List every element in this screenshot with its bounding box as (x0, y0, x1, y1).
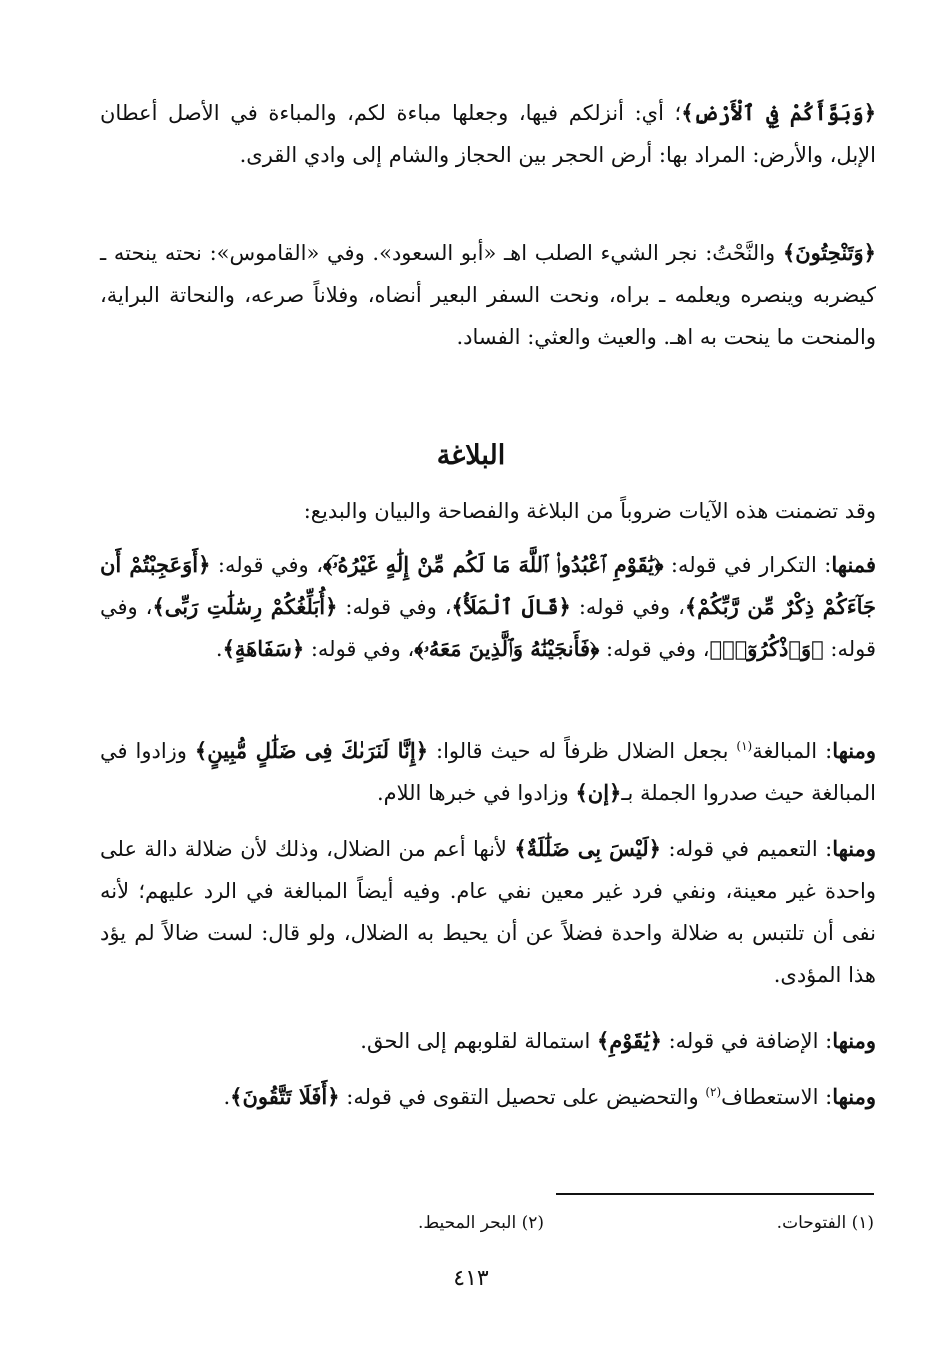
paragraph-text: : الإضافة في قوله: (661, 1029, 833, 1053)
paragraph-generalization (100, 828, 876, 996)
quran-citation: ﴿وَبَوَّأَكُمْ فِي ٱلْأَرْضِ﴾ (681, 100, 876, 125)
footnotes (300, 1208, 874, 1238)
paragraph-text: وقد تضمنت هذه الآيات ضروباً من البلاغة والفصاحة والبيان والبديع: (303, 499, 876, 523)
paragraph-text: لأنها أعم من الضلال، وذلك لأن ضلالة دالة على واحدة غير معينة، ونفي فرد غير معين نفي عام. وفيه أيضاً المبالغة في الرد عليهم؛ لأنه نفى أن تلتبس به ضلالة واحدة فضلاً عن أن يحيط به الضلال، ولو قال: لست ضالاً لم يؤد هذا المؤدى. (100, 837, 876, 987)
paragraph-lead-word: ومنها (832, 1028, 876, 1053)
quran-citation: ﴿فَأَنجَيْنَٰهُ وَٱلَّذِينَ مَعَهُۥ﴾ (414, 636, 600, 661)
paragraph-text: ، وفي قوله: (337, 595, 452, 619)
quran-citation: ﴿سَفَاهَةٍ﴾ (222, 636, 305, 661)
paragraph-vocab-bawwaakum (100, 92, 876, 176)
paragraph-text: ، وفي قوله: (100, 595, 876, 661)
paragraph-vocab-tanhitun (100, 232, 876, 358)
paragraph-text: ، وفي قوله: (210, 553, 323, 577)
paragraph-lead-word: ومنها (832, 738, 876, 763)
paragraph-text: والنَّحْتُ: نجر الشيء الصلب اهـ «أبو السعود». وفي «القاموس»: نحته ينحته ـ كيضربه وينصره ويعلمه ـ براه، ونحت السفر البعير أنضاه، وفلاناً صرعه، والنحاتة البراية، والمنحت ما ينحت به اهـ. والعيث والعثي: الفساد. (100, 241, 876, 349)
footnote-marker[interactable]: (١) (736, 739, 753, 753)
quran-citation: ﴿إن﴾ (575, 780, 622, 805)
quran-citation: ﴿أَفَلَا تَتَّقُونَ﴾ (230, 1084, 340, 1109)
paragraph-text: بجعل الضلال ظرفاً له حيث قالوا: (428, 739, 737, 763)
paragraph-lead-word: ومنها (832, 836, 876, 861)
footnote-1: (١) الفتوحات. (776, 1213, 874, 1233)
paragraph-text: . (215, 637, 223, 661)
paragraph-text: ، وفي قوله: (570, 595, 685, 619)
quran-citation: ﴿أُبَلِّغُكُمْ رِسَٰلَٰتِ رَبِّى﴾ (152, 594, 338, 619)
footnote-2: (٢) البحر المحيط. (418, 1213, 544, 1233)
quran-citation: ﴿لَيْسَ بِى ضَلَٰلَةٌ﴾ (514, 836, 661, 861)
paragraph-intro (100, 490, 876, 532)
footnote-divider (556, 1193, 874, 1195)
paragraph-text: : التعميم في قوله: (661, 837, 833, 861)
page-number: ٤١٣ (453, 1266, 489, 1291)
quran-citation: ﴿يَٰقَوْمِ﴾ (596, 1028, 662, 1053)
quran-citation: ﴿وَتَنْحِتُونَ﴾ (782, 240, 876, 265)
paragraph-text: وزادوا في المبالغة حيث صدروا الجملة بـ (100, 739, 876, 805)
footnote-marker[interactable]: (٢) (705, 1085, 722, 1099)
quran-citation: ﴿يَٰقَوْمِ ٱعْبُدُوا۟ ٱللَّهَ مَا لَكُم مِّنْ إِلَٰهٍ غَيْرُهُۥٓ﴾ (322, 552, 664, 577)
paragraph-text: ، وفي قوله: (304, 637, 415, 661)
paragraph-lead-word: ومنها (832, 1084, 876, 1109)
quran-citation: ﴿إِنَّا لَنَرَىٰكَ فِى ضَلَٰلٍ مُّبِينٍ﴾ (194, 738, 429, 763)
paragraph-text: ؛ أي: أنزلكم فيها، وجعلها مباءة لكم، والمباءة في الأصل أعطان الإبل، والأرض: المراد بها: أرض الحجر بين الحجاز والشام إلى وادي القرى. (100, 101, 876, 167)
section-heading-balagha: البلاغة (436, 440, 506, 471)
paragraph-annexation (100, 1020, 876, 1062)
paragraph-appeal (100, 1076, 876, 1118)
paragraph-repetition (100, 544, 876, 670)
paragraph-text: : الاستعطاف (721, 1085, 833, 1109)
paragraph-text: : التكرار في قوله: (663, 553, 832, 577)
paragraph-text: : المبالغة (752, 739, 833, 763)
quran-citation: ﴿قَالَ ٱلْمَلَأُ﴾ (451, 594, 571, 619)
quran-citation: ﴿أَوَعَجِبْتُمْ أَن جَآءَكُمْ ذِكْرٌ مِّن رَّبِّكُمْ﴾ (100, 552, 876, 619)
paragraph-exaggeration (100, 730, 876, 814)
paragraph-text: وزادوا في خبرها اللام. (376, 781, 576, 805)
quran-citation: ﴿وَٱذْكُرُوٓا۟﴾ (709, 636, 824, 661)
paragraph-lead-word: فمنها (831, 552, 876, 577)
paragraph-text: . (223, 1085, 231, 1109)
paragraph-text: استمالة لقلوبهم إلى الحق. (360, 1029, 597, 1053)
paragraph-text: ، وفي قوله: (599, 637, 710, 661)
paragraph-text: والتحضيض على تحصيل التقوى في قوله: (339, 1085, 706, 1109)
